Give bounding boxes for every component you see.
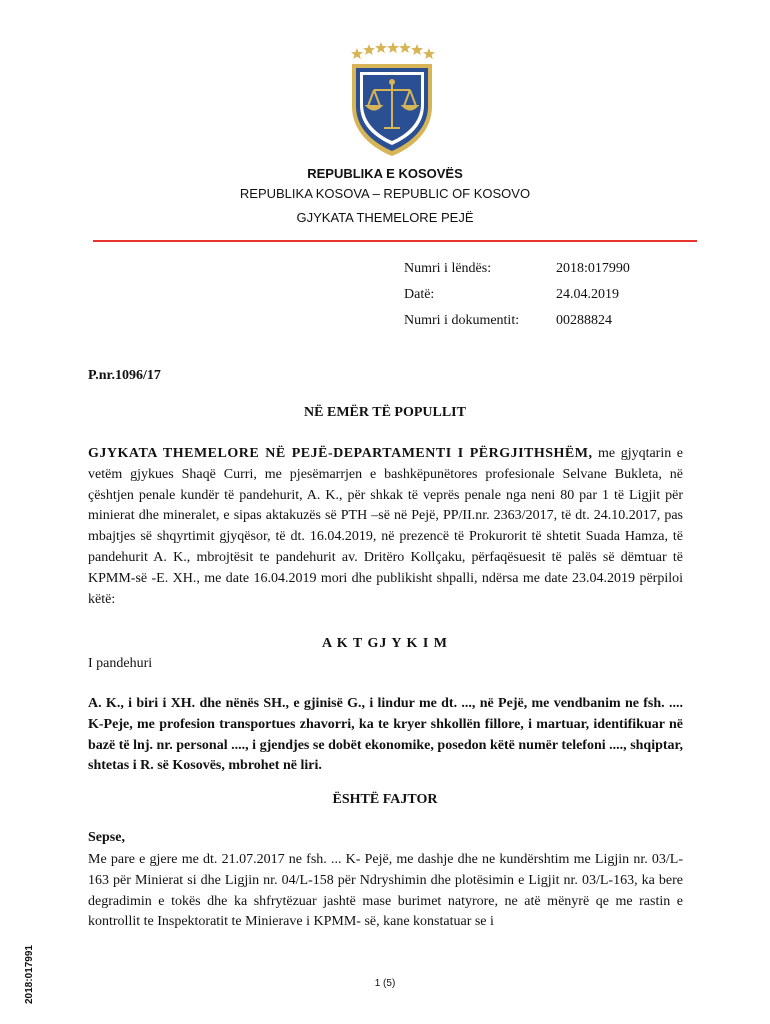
guilty-heading: ËSHTË FAJTOR [332, 792, 438, 807]
case-number-label: Numri i lëndës: [404, 261, 492, 276]
document-number-value: 00288824 [556, 313, 612, 328]
side-document-number: 2018:017991 [24, 945, 35, 1004]
document-number-row [404, 308, 630, 334]
intro-paragraph [88, 444, 683, 610]
court-department: GJYKATA THEMELORE NË PEJË-DEPARTAMENTI I PËRGJITHSHËM, [88, 446, 593, 461]
defendant-description: A. K., i biri i XH. dhe nënës SH., e gjinisë G., i lindur me dt. ..., në Pejë, me vendbanim ne fsh. .... K-Peje, me profesion transportues zhavorri, ka te kryer shkollën fillore, i martuar, identifikuar në bazë të lnj. nr. personal ...., i gjendjes se dobët ekonomike, posedon këtë numër telefoni ...., shqiptar, shtetas i R. së Kosovës, mbrohet në liri. [88, 696, 683, 774]
page-number: 1 (5) [374, 978, 396, 989]
case-meta [404, 256, 630, 334]
date-value: 24.04.2019 [556, 287, 619, 302]
document-heading: NË EMËR TË POPULLIT [304, 405, 466, 420]
because-label: Sepse, [88, 830, 125, 845]
reference-number: P.nr.1096/17 [88, 368, 161, 383]
date-label: Datë: [404, 287, 435, 302]
case-number-row [404, 256, 630, 282]
case-number-value: 2018:017990 [556, 261, 630, 276]
country-name: REPUBLIKA E KOSOVËS [307, 166, 463, 181]
defendant-label: I pandehuri [88, 656, 153, 671]
emblem-stars [351, 42, 435, 59]
verdict-title: A K T GJ Y K I M [321, 636, 449, 651]
country-translations: REPUBLIKA KOSOVA – REPUBLIC OF KOSOVO [239, 186, 531, 201]
intro-text: me gjyqtarin e vetëm gjykues Shaqë Curri, me pjesëmarrjen e bashkëpunëtores profesionale Selvane Bukleta, në çështjen penale kundër të pandehurit, A. K., për shkak të veprës penale nga neni 80 par 1 të Ligjit për minierat dhe mineralet, e sipas aktakuzës së PTH –së në Pejë, PP/II.nr. 2363/2017, të dt. 24.10.2017, pas mbajtjes së shqyrtimit gjyqësor, të dt. 16.04.2019, në prezencë të Prokurorit të shtetit Suada Hamza, të pandehurit A. K., mbrojtësit te pandehurit av. Dritëro Kollçaku, përfaqësuesit të palës së dëmtuar të KPMM-së -E. XH., me date 16.04.2019 mori dhe publikisht shpalli, ndërsa me date 23.04.2019 përpiloi këtë: [88, 446, 683, 607]
date-row [404, 282, 630, 308]
header-divider [93, 240, 697, 242]
charge-paragraph: Me pare e gjere me dt. 21.07.2017 ne fsh. ... K- Pejë, me dashje dhe ne kundërshtim me Ligjin nr. 03/L-163 për Minierat si dhe Ligjin nr. 04/L-158 për Ndryshimin dhe plotësimin e Ligjit nr. 03/L-163, ka bere degradimin e tokës dhe ka shfrytëzuar jashtë mase burimet natyrore, ne atë mënyrë qe me rastin e kontrollit te Inspektoratit te Minierave i KPMM- së, kane konstatuar se i [88, 852, 683, 930]
document-number-label: Numri i dokumentit: [404, 313, 520, 328]
kosovo-coat-of-arms-icon [346, 40, 438, 158]
court-name: GJYKATA THEMELORE PEJË [296, 210, 474, 225]
